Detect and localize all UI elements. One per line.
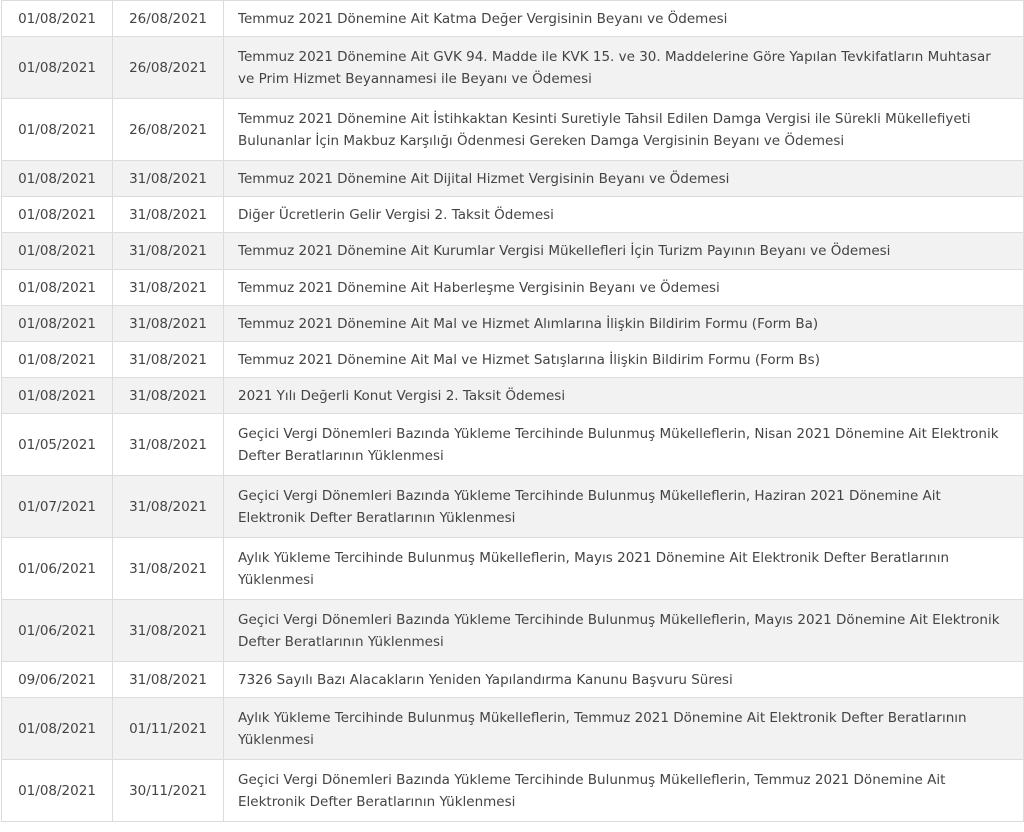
end-date-cell: 31/08/2021	[113, 538, 224, 600]
table-row	[2, 538, 1024, 600]
end-date-cell: 31/08/2021	[113, 476, 224, 538]
end-date-cell: 31/08/2021	[113, 662, 224, 698]
description-cell: Geçici Vergi Dönemleri Bazında Yükleme Tercihinde Bulunmuş Mükelleflerin, Temmuz 2021 Dönemine Ait Elektronik Defter Beratlarının Yüklenmesi	[224, 760, 1024, 822]
start-date-cell: 01/08/2021	[2, 37, 113, 99]
table-row	[2, 37, 1024, 99]
end-date-cell: 31/08/2021	[113, 378, 224, 414]
start-date-cell: 09/06/2021	[2, 662, 113, 698]
description-cell: Aylık Yükleme Tercihinde Bulunmuş Mükelleflerin, Temmuz 2021 Dönemine Ait Elektronik Defter Beratlarının Yüklenmesi	[224, 698, 1024, 760]
start-date-cell: 01/08/2021	[2, 161, 113, 197]
table-row	[2, 161, 1024, 197]
end-date-cell: 31/08/2021	[113, 197, 224, 233]
start-date-cell: 01/08/2021	[2, 342, 113, 378]
end-date-cell: 30/11/2021	[113, 760, 224, 822]
table-row	[2, 600, 1024, 662]
description-cell: Geçici Vergi Dönemleri Bazında Yükleme Tercihinde Bulunmuş Mükelleflerin, Mayıs 2021 Dönemine Ait Elektronik Defter Beratlarının Yüklenmesi	[224, 600, 1024, 662]
table-row	[2, 342, 1024, 378]
start-date-cell: 01/08/2021	[2, 306, 113, 342]
start-date-cell: 01/06/2021	[2, 538, 113, 600]
description-cell: Temmuz 2021 Dönemine Ait İstihkaktan Kesinti Suretiyle Tahsil Edilen Damga Vergisi ile Sürekli Mükellefiyeti Bulunanlar İçin Makbuz Karşılığı Ödenmesi Gereken Damga Vergisinin Beyanı ve Ödemesi	[224, 99, 1024, 161]
table-row	[2, 270, 1024, 306]
start-date-cell: 01/08/2021	[2, 378, 113, 414]
table-row	[2, 760, 1024, 822]
end-date-cell: 31/08/2021	[113, 306, 224, 342]
end-date-cell: 31/08/2021	[113, 600, 224, 662]
start-date-cell: 01/08/2021	[2, 760, 113, 822]
end-date-cell: 31/08/2021	[113, 342, 224, 378]
start-date-cell: 01/08/2021	[2, 233, 113, 270]
table-body	[2, 1, 1024, 822]
table-row	[2, 414, 1024, 476]
start-date-cell: 01/08/2021	[2, 99, 113, 161]
description-cell: Aylık Yükleme Tercihinde Bulunmuş Mükelleflerin, Mayıs 2021 Dönemine Ait Elektronik Defter Beratlarının Yüklenmesi	[224, 538, 1024, 600]
description-cell: Temmuz 2021 Dönemine Ait Haberleşme Vergisinin Beyanı ve Ödemesi	[224, 270, 1024, 306]
end-date-cell: 26/08/2021	[113, 1, 224, 37]
start-date-cell: 01/05/2021	[2, 414, 113, 476]
table-row	[2, 476, 1024, 538]
description-cell: Geçici Vergi Dönemleri Bazında Yükleme Tercihinde Bulunmuş Mükelleflerin, Nisan 2021 Dönemine Ait Elektronik Defter Beratlarının Yüklenmesi	[224, 414, 1024, 476]
table-row	[2, 306, 1024, 342]
start-date-cell: 01/08/2021	[2, 270, 113, 306]
description-cell: Geçici Vergi Dönemleri Bazında Yükleme Tercihinde Bulunmuş Mükelleflerin, Haziran 2021 Dönemine Ait Elektronik Defter Beratlarının Yüklenmesi	[224, 476, 1024, 538]
end-date-cell: 31/08/2021	[113, 233, 224, 270]
end-date-cell: 01/11/2021	[113, 698, 224, 760]
table-row	[2, 662, 1024, 698]
description-cell: Temmuz 2021 Dönemine Ait Katma Değer Vergisinin Beyanı ve Ödemesi	[224, 1, 1024, 37]
tax-calendar-table-wrapper	[1, 0, 1023, 822]
table-row	[2, 197, 1024, 233]
description-cell: Temmuz 2021 Dönemine Ait Mal ve Hizmet Alımlarına İlişkin Bildirim Formu (Form Ba)	[224, 306, 1024, 342]
table-row	[2, 233, 1024, 270]
end-date-cell: 26/08/2021	[113, 37, 224, 99]
table-row	[2, 698, 1024, 760]
description-cell: 2021 Yılı Değerli Konut Vergisi 2. Taksit Ödemesi	[224, 378, 1024, 414]
description-cell: 7326 Sayılı Bazı Alacakların Yeniden Yapılandırma Kanunu Başvuru Süresi	[224, 662, 1024, 698]
end-date-cell: 26/08/2021	[113, 99, 224, 161]
description-cell: Temmuz 2021 Dönemine Ait Mal ve Hizmet Satışlarına İlişkin Bildirim Formu (Form Bs)	[224, 342, 1024, 378]
end-date-cell: 31/08/2021	[113, 270, 224, 306]
description-cell: Diğer Ücretlerin Gelir Vergisi 2. Taksit Ödemesi	[224, 197, 1024, 233]
end-date-cell: 31/08/2021	[113, 414, 224, 476]
table-row	[2, 99, 1024, 161]
description-cell: Temmuz 2021 Dönemine Ait Kurumlar Vergisi Mükellefleri İçin Turizm Payının Beyanı ve Ödemesi	[224, 233, 1024, 270]
end-date-cell: 31/08/2021	[113, 161, 224, 197]
start-date-cell: 01/07/2021	[2, 476, 113, 538]
table-row	[2, 378, 1024, 414]
tax-calendar-table	[1, 0, 1024, 822]
description-cell: Temmuz 2021 Dönemine Ait GVK 94. Madde ile KVK 15. ve 30. Maddelerine Göre Yapılan Tevkifatların Muhtasar ve Prim Hizmet Beyannamesi ile Beyanı ve Ödemesi	[224, 37, 1024, 99]
description-cell: Temmuz 2021 Dönemine Ait Dijital Hizmet Vergisinin Beyanı ve Ödemesi	[224, 161, 1024, 197]
table-row	[2, 1, 1024, 37]
start-date-cell: 01/08/2021	[2, 698, 113, 760]
start-date-cell: 01/08/2021	[2, 1, 113, 37]
start-date-cell: 01/08/2021	[2, 197, 113, 233]
start-date-cell: 01/06/2021	[2, 600, 113, 662]
